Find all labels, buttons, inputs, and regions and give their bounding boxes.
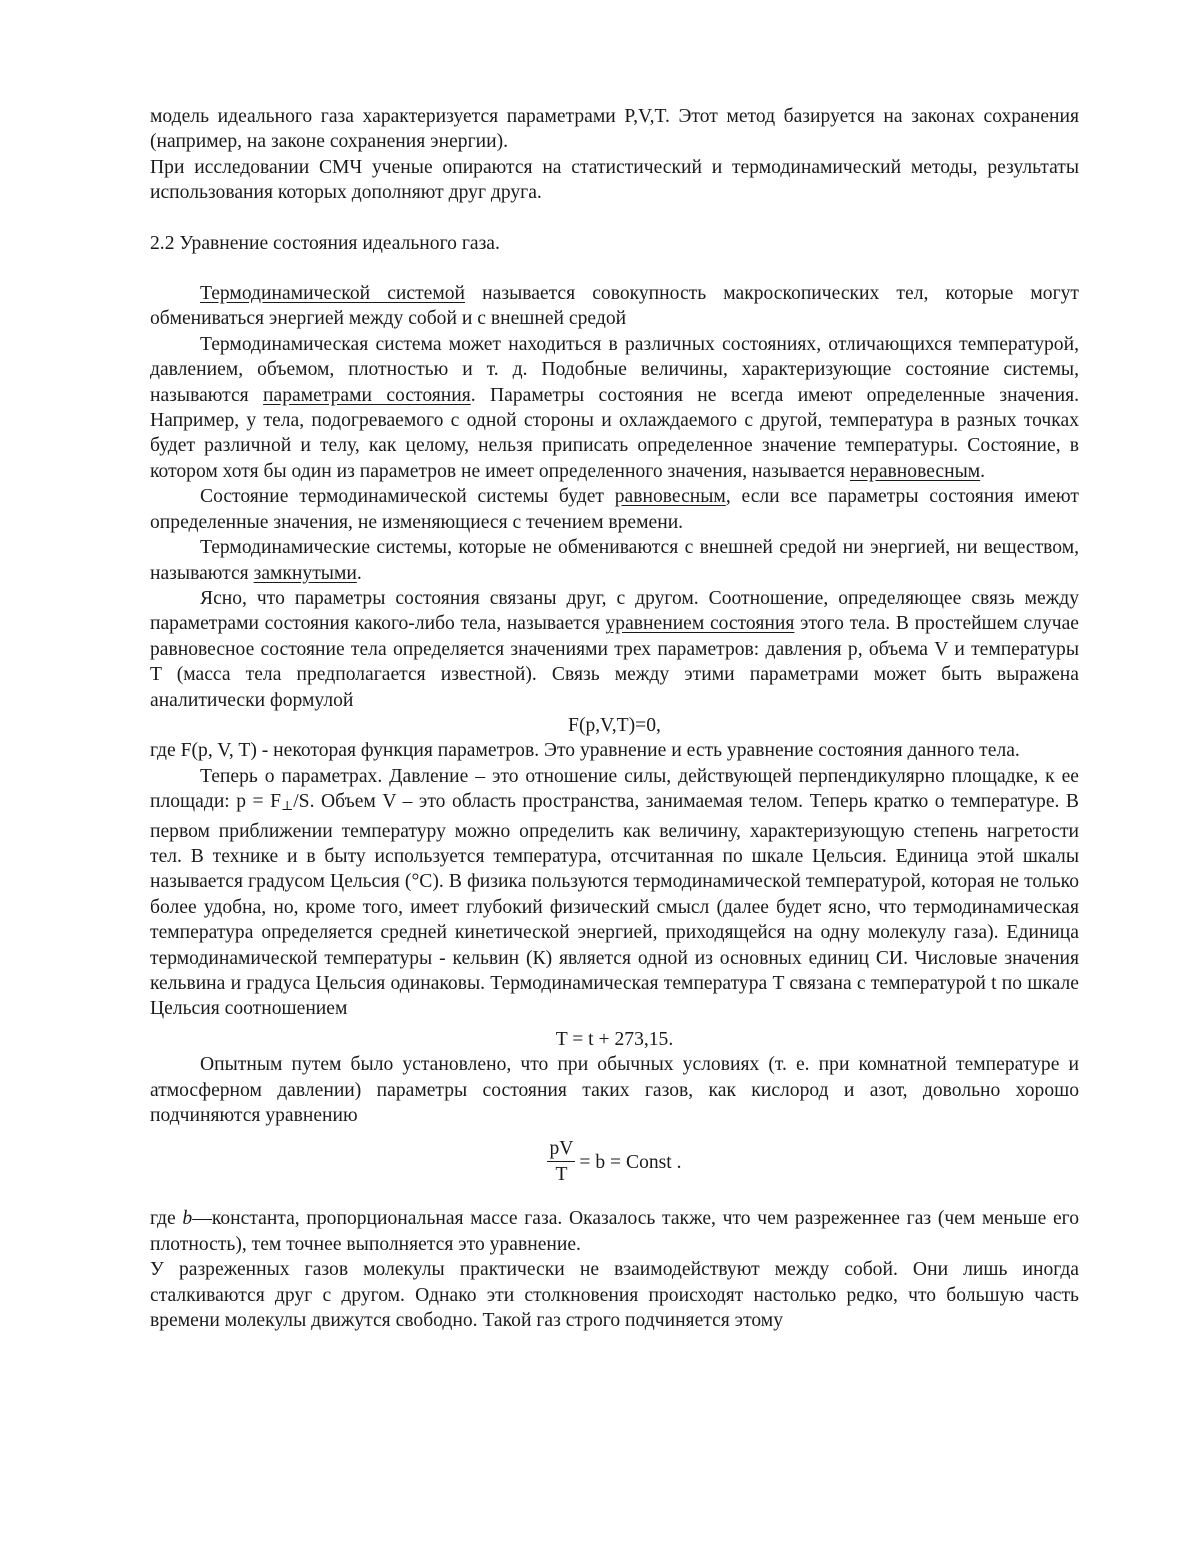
term-equation-of-state: уравнением состояния [605,613,795,635]
text-fragment: Состояние термодинамической системы будет [200,486,615,508]
paragraph-parameters [150,764,1079,1022]
term-equilibrium: равновесным [614,486,726,508]
text-fragment: —константа, пропорциональная массе газа. Оказалось также, что чем разреженнее газ (чем меньше его плотность), тем точнее выполняется это уравнение. [150,1208,1080,1255]
text-fragment: /S. Объем V – это область пространства, занимаемая телом. Теперь кратко о температуре. В первом приближении температуру можно определить как величину, характеризующую степень нагретости тел. В технике и в быту используется температура, отсчитанная по шкале Цельсия. Единица этой шкалы называется градусом Цельсия (°C). В физика пользуются термодинамической температурой, которая не только более удобна, но, кроме того, имеет глубокий физический смысл (далее будет ясно, что термодинамическая температура определяется средней кинетической энергией, приходящейся на одну молекулу газа). Единица термодинамической температуры - кельвин (К) является одной из основных единиц СИ. Числовые значения кельвина и градуса Цельсия одинаковы. Термодинамическая температура T связана с температурой t по шкале Цельсия соотношением [150,791,1079,1020]
term-nonequilibrium: неравновесным [849,460,981,482]
term-state-parameters: параметрами состояния [263,384,471,406]
text-fragment: называется совокупность макроскопических тел, которые могут обмениваться энергией между собой и с внешней средой [150,283,1079,330]
symbol-b: b [182,1208,193,1230]
paragraph-equilibrium [150,484,1079,535]
paragraph-experiment: Опытным путем было установлено, что при обычных условиях (т. е. при комнатной температуре и атмосферном давлении) параметры состояния таких газов, как кислород и азот, довольно хорошо подчиняются уравнению [150,1054,1079,1127]
paragraph-model: модель идеального газа характеризуется параметрами P,V,T. Этот метод базируется на законах сохранения (например, на законе сохранения энергии). [150,106,1079,153]
paragraph-equation-of-state [150,586,1079,713]
paragraph-function: где F(p, V, T) - некоторая функция параметров. Это уравнение и есть уравнение состояния данного тела. [150,740,1020,762]
text-fragment: Термодинамические системы, которые не обмениваются с внешней средой ни энергией, ни веществом, называются [150,537,1079,584]
term-closed: замкнутыми [253,562,357,584]
text-fragment: , если все параметры состояния имеют определенные значения, не изменяющиеся с течением времени. [150,486,1079,533]
text-fragment: где [150,1208,183,1230]
fraction [547,1137,575,1188]
paragraph-constant [150,1206,1079,1257]
text-fragment: Ясно, что параметры состояния связаны друг, с другом. Соотношение, определяющее связь между параметрами состояния какого-либо тела, называется [150,587,1079,635]
equation-ideal-gas [150,1134,1079,1190]
paragraph-rarefied-gases: У разреженных газов молекулы практически не взаимодействуют между собой. Они лишь иногда сталкиваются друг с другом. Однако эти столкновения происходят настолько редко, что большую часть времени молекулы движутся свободно. Такой газ строго подчиняется этому [150,1259,1079,1332]
spacer [150,1190,1079,1206]
paragraph-thermo-system [150,281,1079,332]
text-fragment: . [980,460,986,482]
paragraph-state-parameters [150,332,1079,484]
perpendicular-subscript: ⊥ [281,798,294,814]
fraction-numerator: pV [547,1137,575,1162]
text-fragment: Теперь о параметрах. Давление – это отношение силы, действующей перпендикулярно площадке, к ее площади: p = F [150,765,1079,813]
spacer [150,256,1079,281]
equation-rest: = b = Const . [579,1151,682,1173]
spacer [150,206,1079,231]
text-fragment: этого тела. В простейшем случае равновесное состояние тела определяется значениями трех параметров: давления p, объема V и температуры T (масса тела предполагается известной). Связь между этими параметрами может быть выражена аналитически формулой [150,613,1079,711]
equation-kelvin: T = t + 273,15. [555,1028,674,1050]
paragraph-methods: При исследовании СМЧ ученые опираются на статистический и термодинамический методы, результаты использования которых дополняют друг друга. [150,156,1079,204]
fraction-denominator: T [555,1163,568,1185]
term-thermo-system: Термодинамической системой [200,283,466,305]
document-page [150,104,1079,1333]
text-fragment: Термодинамическая система может находиться в различных состояниях, отличающихся температурой, давлением, объемом, плотностью и т. д. Подобные величины, характеризующие состояние системы, называются [150,333,1079,406]
section-heading: 2.2 Уравнение состояния идеального газа. [150,232,500,254]
text-fragment: . Параметры состояния не всегда имеют определенные значения. Например, у тела, подогреваемого с одной стороны и охлаждаемого с другой, температура в разных точках будет различной и телу, как целому, нельзя приписать определенное значение температуры. Состояние, в котором хотя бы один из параметров не имеет определенного значения, называется [150,384,1079,482]
text-fragment: . [356,562,362,584]
paragraph-closed-systems [150,535,1079,586]
equation-f: F(p,V,T)=0, [568,714,661,736]
